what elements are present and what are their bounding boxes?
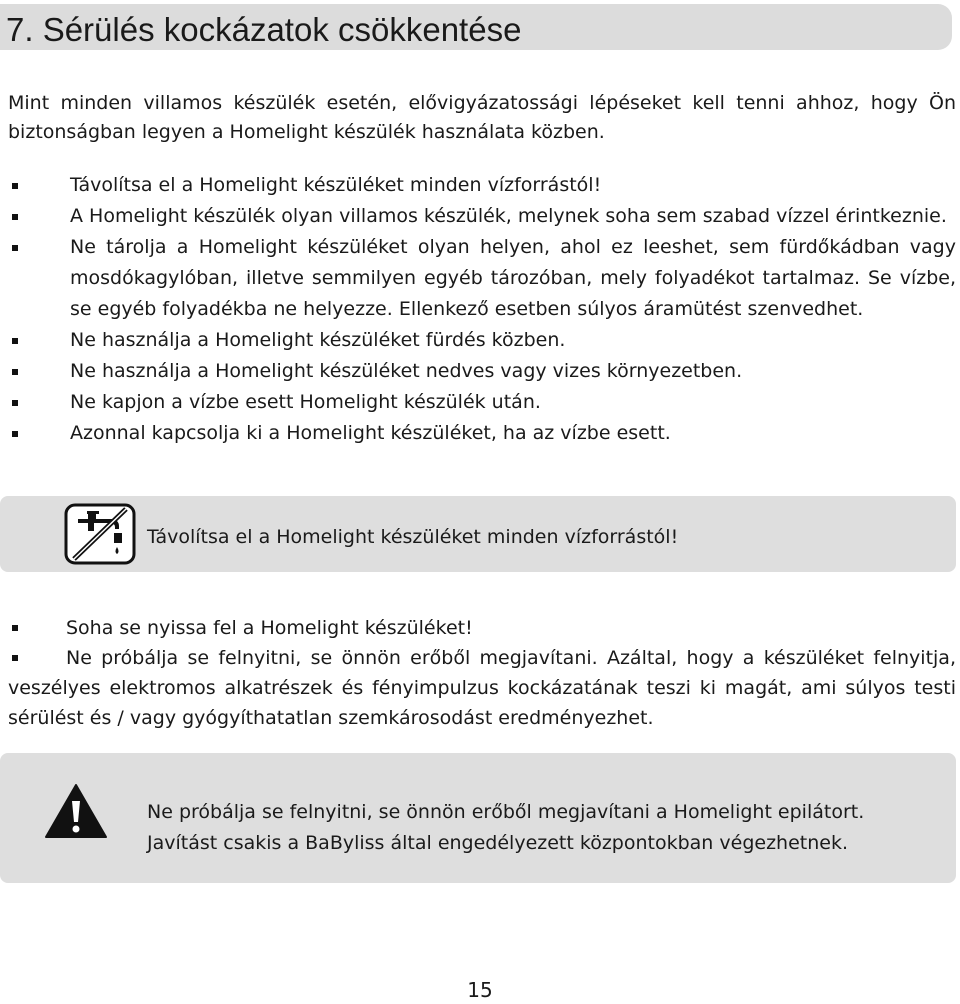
intro-paragraph: Mint minden villamos készülék esetén, elővigyázatossági lépéseket kell tenni ahhoz, hogy Ön biztonságban legyen a Homelight készülék használata közben.	[8, 92, 956, 143]
page-number: 15	[467, 978, 493, 1002]
list-item-text: Ne kapjon a vízbe esett Homelight készülék után.	[70, 391, 541, 413]
list-item	[8, 418, 956, 449]
water-notice-text: Távolítsa el a Homelight készüléket minden vízforrástól!	[147, 526, 679, 548]
bullet-square-icon	[12, 431, 18, 437]
bullet-square-icon	[12, 625, 18, 631]
repair-warning-line-2: Javítást csakis a BaByliss által engedélyezett központokban végezhetnek.	[147, 832, 848, 854]
list-item	[8, 201, 956, 232]
page-title: 7. Sérülés kockázatok csökkentése	[6, 11, 522, 48]
repair-bullet-list	[8, 613, 956, 733]
bullet-square-icon	[12, 245, 18, 251]
warning-icon	[44, 783, 108, 839]
no-water-faucet-icon	[64, 503, 136, 565]
bullet-square-icon	[12, 369, 18, 375]
list-item-text: A Homelight készülék olyan villamos készülék, melynek soha sem szabad vízzel érintkeznie.	[70, 205, 947, 227]
bullet-square-icon	[12, 183, 18, 189]
list-item-text: Azonnal kapcsolja ki a Homelight készüléket, ha az vízbe esett.	[70, 422, 671, 444]
list-item-text: Ne használja a Homelight készüléket nedves vagy vizes környezetben.	[70, 360, 743, 382]
repair-warning-line-1: Ne próbálja se felnyitni, se önnön erőből megjavítani a Homelight epilátort.	[147, 801, 865, 823]
list-item-text: Ne próbálja se felnyitni, se önnön erőből megjavítani. Azáltal, hogy a készüléket felnyitja, veszélyes elektromos alkatrészek és fényimpulzus kockázatának teszi ki magát, ami súlyos testi sérülést és / vagy gyógyíthatatlan szemkárosodást eredményezhet.	[8, 647, 956, 729]
list-item-text: Távolítsa el a Homelight készüléket minden vízforrástól!	[70, 174, 602, 196]
bullet-square-icon	[12, 655, 18, 661]
bullet-square-icon	[12, 400, 18, 406]
bullet-square-icon	[12, 214, 18, 220]
list-item-text: Ne használja a Homelight készüléket fürdés közben.	[70, 329, 566, 351]
list-item	[8, 387, 956, 418]
repair-warning-text	[147, 797, 864, 859]
list-item	[8, 613, 956, 643]
list-item	[8, 170, 956, 201]
list-item	[8, 325, 956, 356]
list-item-text: Ne tárolja a Homelight készüléket olyan helyen, ahol ez leeshet, sem fürdőkádban vagy mosdókagylóban, illetve semmilyen egyéb tározóban, mely folyadékot tartalmaz. Se vízbe, se egyéb folyadékba ne helyezze. Ellenkező esetben súlyos áramütést szenvedhet.	[70, 236, 956, 320]
list-item	[8, 356, 956, 387]
safety-bullet-list	[8, 170, 956, 449]
list-item-text: Soha se nyissa fel a Homelight készüléket!	[66, 617, 473, 639]
list-item	[8, 643, 956, 733]
bullet-square-icon	[12, 338, 18, 344]
list-item	[8, 232, 956, 325]
